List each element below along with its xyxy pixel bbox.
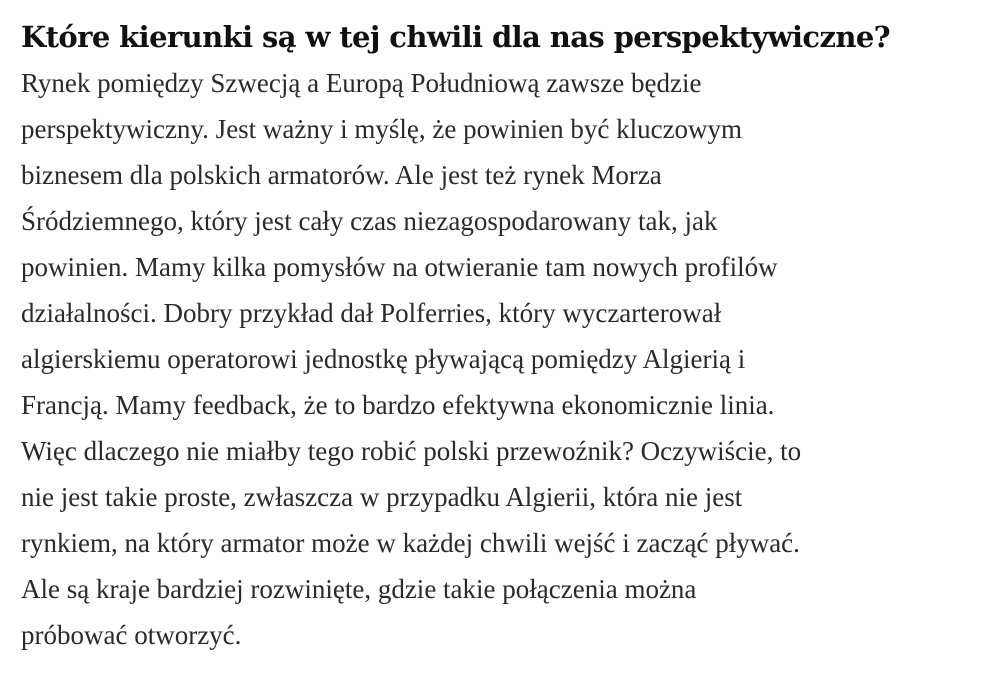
paragraph-line: nie jest takie proste, zwłaszcza w przypadku Algierii, która nie jest: [21, 482, 743, 512]
paragraph-line: próbować otworzyć.: [21, 620, 242, 650]
paragraph-line: rynkiem, na który armator może w każdej chwili wejść i zacząć pływać.: [21, 528, 800, 558]
article: [21, 14, 1001, 658]
section-heading: Które kierunki są w tej chwili dla nas perspektywiczne?: [21, 20, 891, 54]
paragraph-line: perspektywiczny. Jest ważny i myślę, że powinien być kluczowym: [21, 114, 743, 144]
paragraph-line: działalności. Dobry przykład dał Polferries, który wyczarterował: [21, 298, 722, 328]
paragraph-line: biznesem dla polskich armatorów. Ale jest też rynek Morza: [21, 160, 662, 190]
paragraph-line: algierskiemu operatorowi jednostkę pływającą pomiędzy Algierią i: [21, 344, 746, 374]
paragraph-line: Więc dlaczego nie miałby tego robić polski przewoźnik? Oczywiście, to: [21, 436, 802, 466]
paragraph-line: Śródziemnego, który jest cały czas niezagospodarowany tak, jak: [21, 206, 718, 236]
paragraph-line: Rynek pomiędzy Szwecją a Europą Południową zawsze będzie: [21, 68, 702, 98]
paragraph-line: Francją. Mamy feedback, że to bardzo efektywna ekonomicznie linia.: [21, 390, 775, 420]
paragraph-line: powinien. Mamy kilka pomysłów na otwieranie tam nowych profilów: [21, 252, 778, 282]
article-paragraph: [21, 60, 1001, 658]
paragraph-line: Ale są kraje bardziej rozwinięte, gdzie takie połączenia można: [21, 574, 697, 604]
